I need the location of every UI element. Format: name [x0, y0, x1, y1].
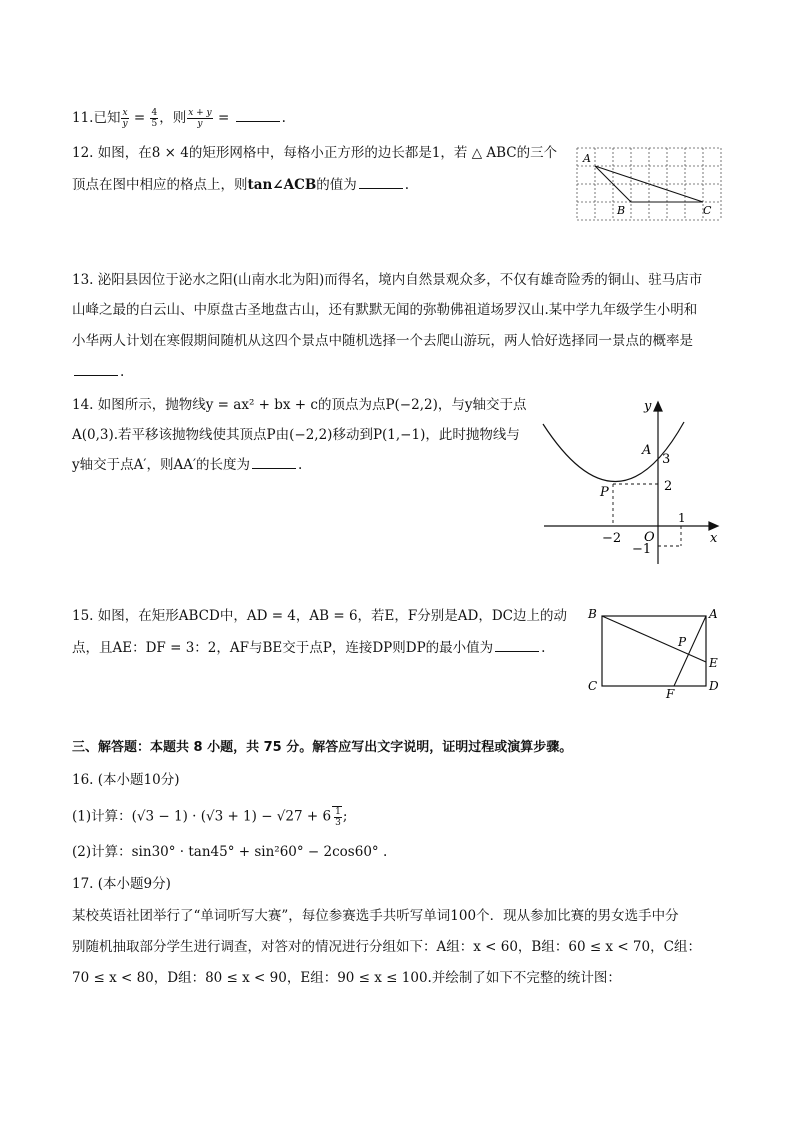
tick-3: 3	[662, 452, 671, 467]
question-13-line-3: 小华两人计划在寒假期间随机从这四个景点中随机选择一个去爬山游玩，两人恰好选择同一景点的概率是	[72, 333, 693, 349]
answer-blank[interactable]	[252, 456, 296, 469]
answer-blank[interactable]	[359, 176, 403, 189]
tick-minus-2: −2	[602, 531, 622, 546]
label-x: x	[710, 531, 718, 546]
question-17-line-2: 别随机抽取部分学生进行调查，对答对的情况进行分组如下：A组：x < 60，B组：60 ≤ x < 70，C组：	[72, 939, 701, 955]
question-17-heading: 17. (本小题9分)	[72, 876, 171, 892]
tick-minus-1: −1	[632, 542, 652, 557]
question-11: 11.已知 $\frac{x}{y}$ = $\frac{4}{5}$ ，则 $\frac{x + y}{y}$ = .	[72, 108, 286, 129]
question-13-line-1: 13. 泌阳县因位于泌水之阳(山南水北为阳)而得名，境内自然景观众多，不仅有雄奇险秀的铜山、驻马店市	[72, 272, 703, 288]
label-P: P	[600, 485, 609, 500]
question-13-line-2: 山峰之最的白云山、中原盘古圣地盘古山，还有默默无闻的弥勒佛祖道场罗汉山.某中学九年级学生小明和	[72, 302, 698, 318]
label-B: B	[588, 607, 597, 621]
question-14-line-2: A(0,3).若平移该抛物线使其顶点P由(−2,2)移动到P(1,−1)，此时抛物线与	[72, 427, 520, 443]
label-C: C	[703, 204, 712, 217]
question-15-line-1: 15. 如图，在矩形ABCD中，AD = 4，AB = 6，若E，F分别是AD，DC边上的动	[72, 608, 567, 624]
label-y: y	[644, 399, 652, 414]
question-15-line-2: 点，且AE：DF = 3：2，AF与BE交于点P，连接DP则DP的最小值为 .	[72, 640, 546, 656]
tick-2: 2	[664, 479, 673, 494]
question-16-part-1: (1)计算：(√3 − 1) · (√3 + 1) − √27 + 6 $\frac{1}{3}$ ;	[72, 807, 348, 828]
fraction-x-plus-y-over-y: $\frac{x + y}{y}$	[188, 108, 212, 129]
question-12-line-1: 12. 如图，在8 × 4的矩形网格中，每格小正方形的边长都是1，若 △ ABC的三个	[72, 145, 558, 161]
label-F: F	[666, 687, 675, 700]
question-13-line-4: .	[72, 362, 124, 382]
answer-blank[interactable]	[236, 109, 280, 122]
label-B: B	[617, 204, 626, 217]
question-17-line-3: 70 ≤ x < 80，D组：80 ≤ x < 90，E组：90 ≤ x ≤ 100.并绘制了如下不完整的统计图：	[72, 970, 621, 986]
q12-grid-figure	[575, 146, 725, 222]
fraction-4-over-5: $\frac{4}{5}$	[151, 108, 158, 129]
label-A: A	[583, 152, 591, 165]
sqrt-fraction-1-over-3: $\frac{1}{3}$	[332, 806, 342, 828]
question-14-line-3: y轴交于点A′，则AA′的长度为 .	[72, 457, 303, 473]
q15-rectangle-figure	[584, 604, 724, 700]
label-C: C	[588, 679, 598, 693]
label-O: O	[644, 530, 655, 545]
label-A: A	[642, 443, 652, 458]
answer-blank[interactable]	[495, 639, 539, 652]
question-16-heading: 16. (本小题10分)	[72, 772, 180, 788]
segment-BE	[602, 616, 706, 662]
label-A: A	[709, 607, 718, 621]
label-P: P	[678, 635, 687, 649]
question-14-line-1: 14. 如图所示，抛物线y = ax² + bx + c的顶点为点P(−2,2)，与y轴交于点	[72, 397, 527, 413]
question-16-part-2: (2)计算：sin30° · tan45° + sin²60° − 2cos60° .	[72, 844, 388, 860]
question-17-line-1: 某校英语社团举行了“单词听写大赛”，每位参赛选手共听写单词100个．现从参加比赛的男女选手中分	[72, 908, 679, 924]
label-D: D	[709, 679, 719, 693]
tick-1: 1	[678, 511, 686, 525]
fraction-x-over-y: $\frac{x}{y}$	[122, 108, 128, 129]
question-12-line-2: 顶点在图中相应的格点上，则tan∠ACB的值为 .	[72, 177, 410, 193]
segment-AF	[674, 616, 706, 686]
section-3-heading: 三、解答题：本题共 8 小题，共 75 分。解答应写出文字说明，证明过程或演算步骤。	[72, 740, 573, 755]
answer-blank[interactable]	[74, 363, 118, 376]
q14-parabola-figure	[538, 394, 728, 570]
label-E: E	[709, 656, 718, 670]
